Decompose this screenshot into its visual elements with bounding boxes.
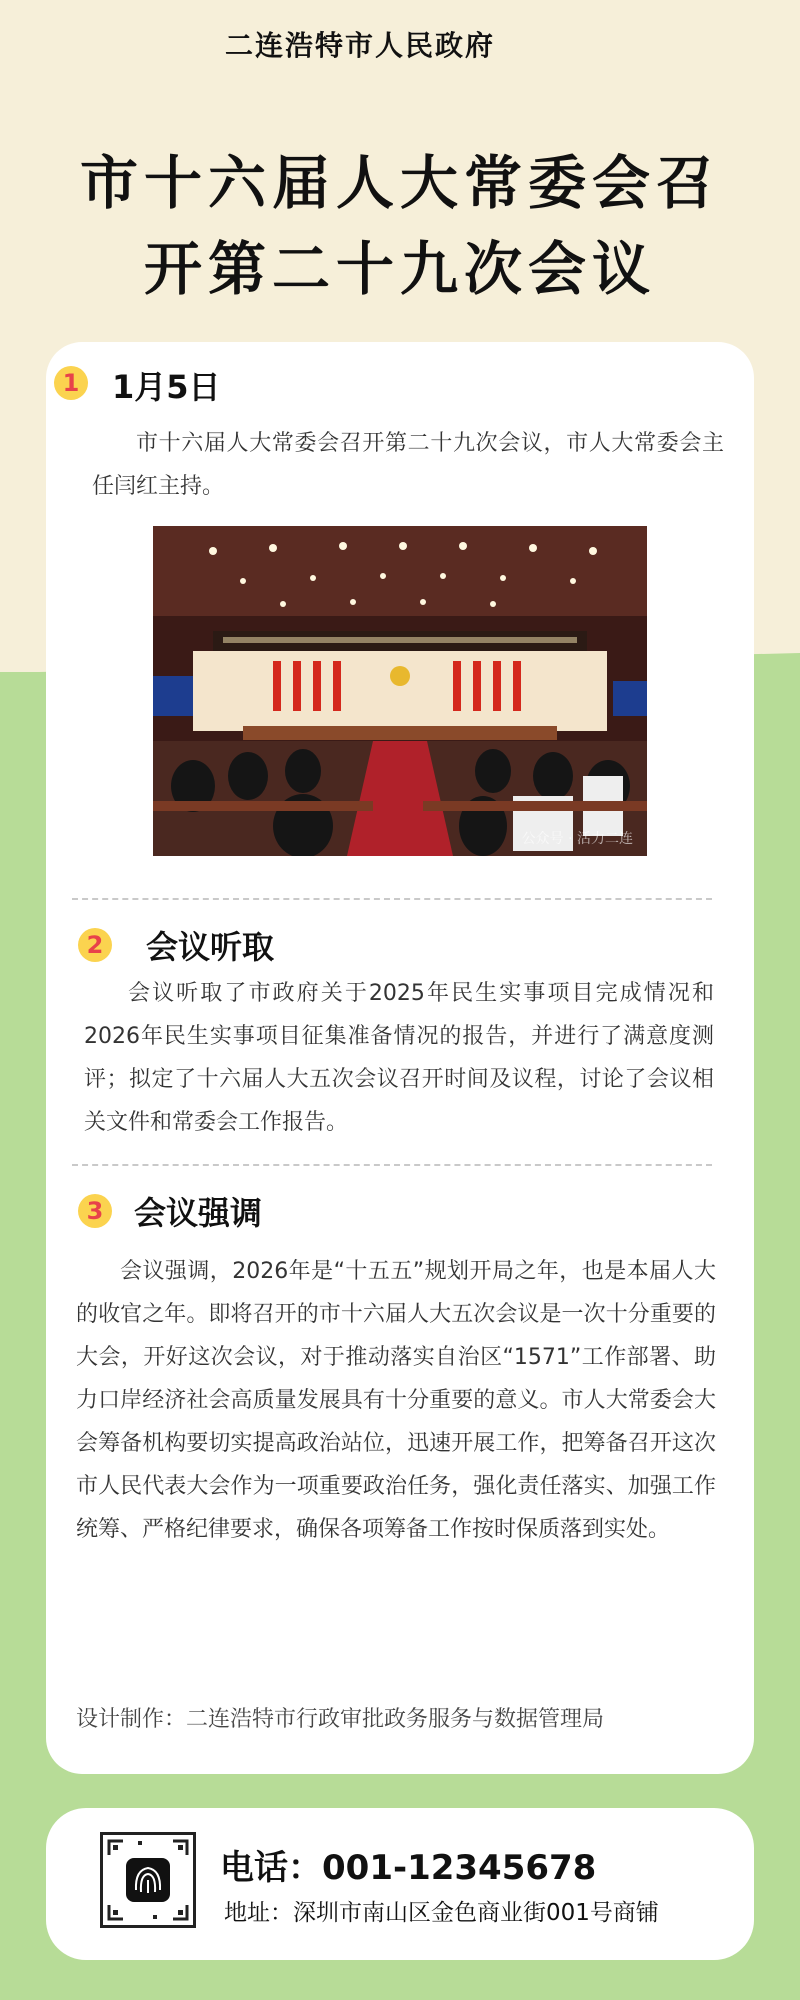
page-title [0, 140, 800, 312]
section-divider [72, 1164, 712, 1166]
address: 地址：深圳市南山区金色商业街001号商铺 [224, 1900, 659, 1926]
contact-footer [46, 1808, 754, 1960]
section-paragraph: 会议听取了市政府关于2025年民生实事项目完成情况和2026年民生实事项目征集准备情况的报告，并进行了满意度测评；拟定了十六届人大五次会议召开时间及议程，讨论了会议相关文件和常委会工作报告。 [84, 981, 714, 1135]
photo-watermark: 公众号 · 活力二连 [521, 831, 633, 847]
section-heading: 会议听取 [146, 928, 275, 966]
fingerprint-qr-icon [100, 1832, 196, 1928]
section-divider [72, 898, 712, 900]
section-heading: 1月5日 [112, 368, 221, 406]
content-card [46, 342, 754, 1774]
phone-number: 电话：001-12345678 [220, 1848, 597, 1888]
section-number-badge: 2 [78, 928, 112, 962]
org-name: 二连浩特市人民政府 [225, 29, 496, 62]
meeting-photo [153, 526, 647, 856]
design-credit: 设计制作：二连浩特市行政审批政务服务与数据管理局 [76, 1707, 605, 1732]
section-paragraph: 市十六届人大常委会召开第二十九次会议，市人大常委会主任闫红主持。 [92, 431, 724, 499]
section-number-badge: 3 [78, 1194, 112, 1228]
title-line-1: 市十六届人大常委会召 [79, 149, 720, 217]
section-heading: 会议强调 [134, 1194, 263, 1232]
section-number-badge: 1 [54, 366, 88, 400]
section-paragraph: 会议强调，2026年是“十五五”规划开局之年，也是本届人大的收官之年。即将召开的市十六届人大五次会议是一次十分重要的大会，开好这次会议，对于推动落实自治区“1571”工作部署、助力口岸经济社会高质量发展具有十分重要的意义。市人大常委会大会筹备机构要切实提高政治站位，迅速开展工作，把筹备召开这次市人民代表大会作为一项重要政治任务，强化责任落实、加强工作统筹、严格纪律要求，确保各项筹备工作按时保质落到实处。 [76, 1259, 716, 1542]
meeting-hall-image [153, 526, 647, 856]
title-line-2: 开第二十九次会议 [143, 235, 656, 303]
